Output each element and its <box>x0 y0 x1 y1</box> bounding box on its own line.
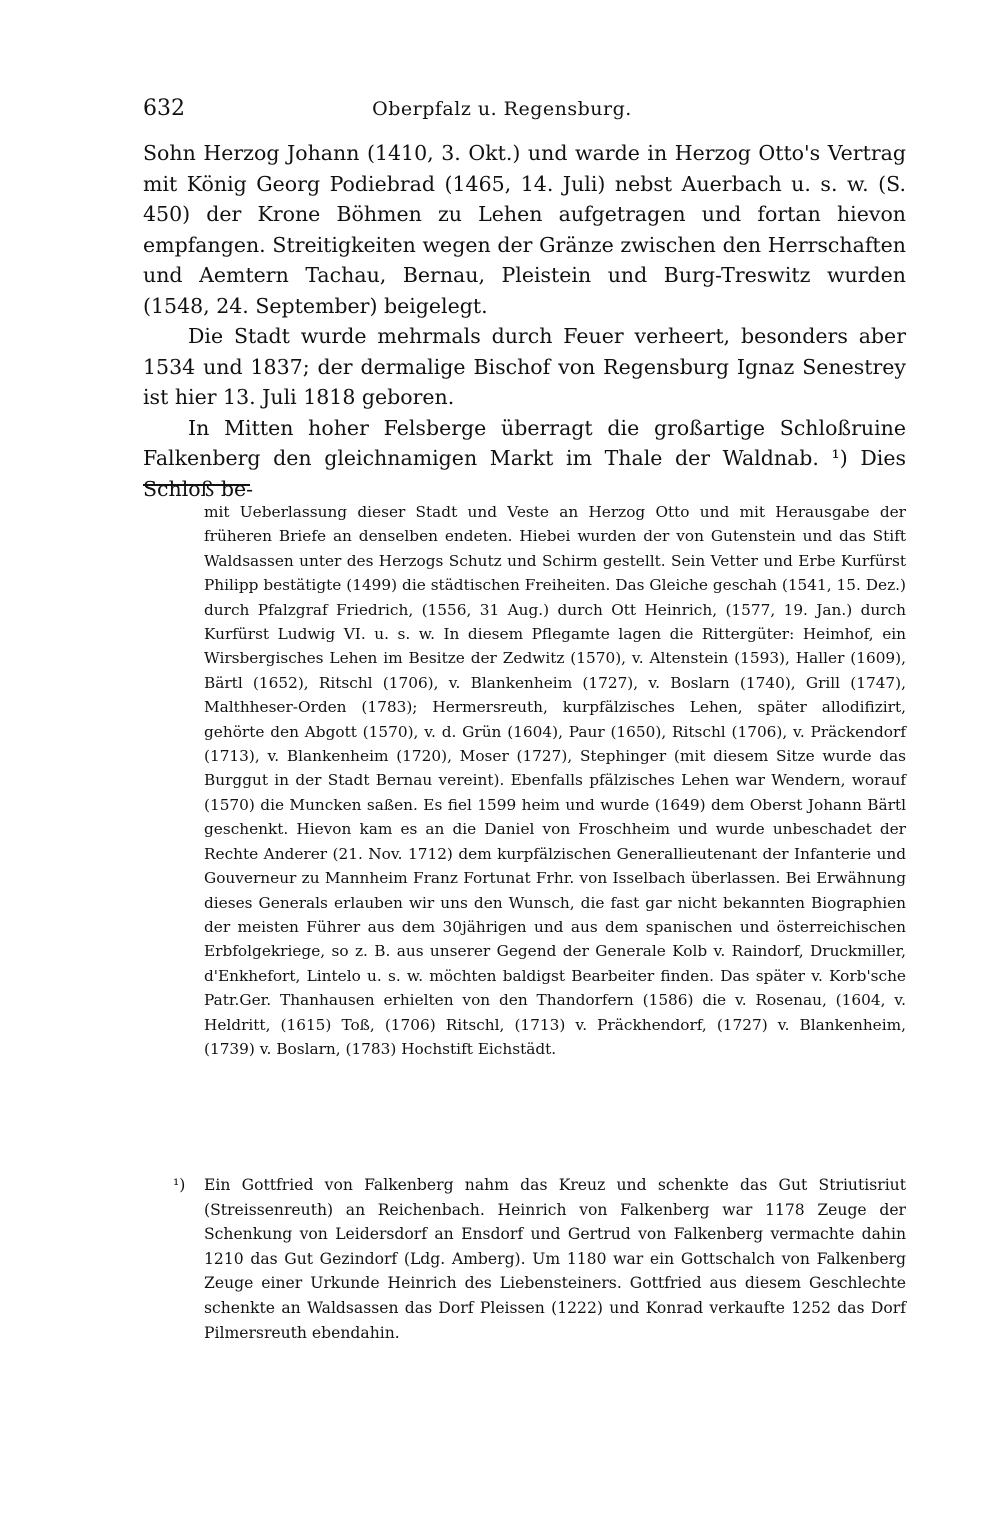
footnote-text: Ein Gottfried von Falkenberg nahm das Kreuz und schenkte das Gut Striutisriut (Streissenreuth) an Reichenbach. Heinrich von Falkenberg war 1178 Zeuge der Schenkung von Leidersdorf an Ensdorf und Gertrud von Falkenberg vermachte dahin 1210 das Gut Gezindorf (Ldg. Amberg). Um 1180 war ein Gottschalch von Falkenberg Zeuge einer Urkunde Heinrich des Liebensteiners. Gottfried aus diesem Geschlechte schenkte an Waldsassen das Dorf Pleissen (1222) und Konrad verkaufte 1252 das Dorf Pilmersreuth ebendahin. <box>204 1176 906 1342</box>
footnote-1 <box>173 1173 906 1345</box>
paragraph-town-history: Die Stadt wurde mehrmals durch Feuer verheert, besonders aber 1534 und 1837; der dermalige Bischof von Regensburg Ignaz Senestrey ist hier 13. Juli 1818 geboren. <box>143 324 906 409</box>
footnote-marker: ¹) <box>173 1176 186 1194</box>
footnote-divider <box>143 484 250 486</box>
page-number: 632 <box>143 96 185 121</box>
continued-note-text: mit Ueberlassung dieser Stadt und Veste an Herzog Otto und mit Herausgabe der früheren Briefe an denselben endeten. Hiebei wurden der von Gutenstein und das Stift Waldsassen unter des Herzogs Schutz und Schirm gestellt. Sein Vetter und Erbe Kurfürst Philipp bestätigte (1499) die städtischen Freiheiten. Das Gleiche geschah (1541, 15. Dez.) durch Pfalzgraf Friedrich, (1556, 31 Aug.) durch Ott Heinrich, (1577, 19. Jan.) durch Kurfürst Ludwig VI. u. s. w. In diesem Pflegamte lagen die Rittergüter: Heimhof, ein Wirsbergisches Lehen im Besitze der Zedwitz (1570), v. Altenstein (1593), Haller (1609), Bärtl (1652), Ritschl (1706), v. Blankenheim (1727), v. Boslarn (1740), Grill (1747), Malthheser-Orden (1783); Hermersreuth, kurpfälzisches Lehen, später allodifizirt, gehörte den Abgott (1570), v. d. Grün (1604), Paur (1650), Ritschl (1706), v. Präckendorf (1713), v. Blankenheim (1720), Moser (1727), Stephinger (mit diesem Sitze wurde das Burggut in der Stadt Bernau vereint). Ebenfalls pfälzisches Lehen war Wendern, worauf (1570) die Muncken saßen. Es fiel 1599 heim und wurde (1649) dem Oberst Johann Bärtl geschenkt. Hievon kam es an die Daniel von Froschheim und wurde unbeschadet der Rechte Anderer (21. Nov. 1712) dem kurpfälzischen Generallieutenant der Infanterie und Gouverneur zu Mannheim Franz Fortunat Frhr. von Isselbach überlassen. Bei Erwähnung dieses Generals erlauben wir uns den Wunsch, die fast gar nicht bekannten Biographien der meisten Führer aus dem 30jährigen und aus dem spanischen und österreichischen Erbfolgekriege, so z. B. aus unserer Gegend der Generale Kolb v. Raindorf, Druckmiller, d'Enkhefort, Lintelo u. s. w. möchten baldigst Bearbeiter finden. Das später v. Korb'sche Patr.Ger. Thanhausen erhielten von den Thandorfern (1586) die v. Rosenau, (1604, v. Heldritt, (1615) Toß, (1706) Ritschl, (1713) v. Präckhendorf, (1727) v. Blankenheim, (1739) v. Boslarn, (1783) Hochstift Eichstädt. <box>204 503 906 1058</box>
paragraph-continuation: Sohn Herzog Johann (1410, 3. Okt.) und warde in Herzog Otto's Vertrag mit König Georg Podiebrad (1465, 14. Juli) nebst Auerbach u. s. w. (S. 450) der Krone Böhmen zu Lehen aufgetragen und fortan hievon empfangen. Streitigkeiten wegen der Gränze zwischen den Herrschaften und Aemtern Tachau, Bernau, Pleistein und Burg-Treswitz wurden (1548, 24. September) beigelegt. <box>143 141 906 318</box>
continued-note <box>204 500 906 1061</box>
page-header <box>143 96 861 128</box>
running-title: Oberpfalz u. Regensburg. <box>372 98 632 120</box>
paragraph-falkenberg: In Mitten hoher Felsberge überragt die großartige Schloßruine Falkenberg den gleichnamigen Markt im Thale der Waldnab. ¹) Dies Schloß be- <box>143 415 906 501</box>
main-text <box>143 138 906 504</box>
